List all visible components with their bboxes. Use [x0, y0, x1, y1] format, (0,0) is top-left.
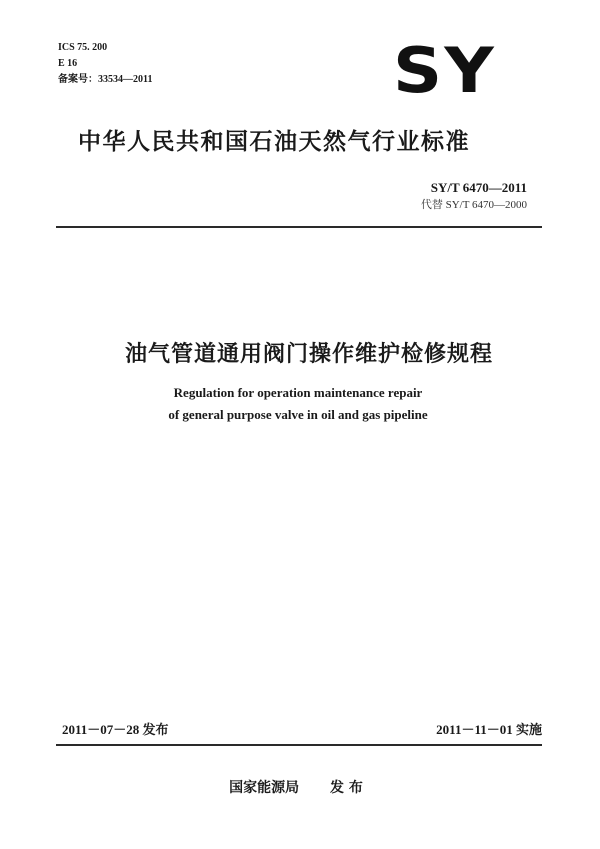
record-number: 备案号：33534—2011: [58, 74, 153, 85]
standard-replaces: 代替 SY/T 6470—2000: [420, 199, 527, 211]
issuer: [0, 779, 600, 797]
effective-date: 2011－11－01 实施: [436, 722, 542, 737]
classification-code: E 16: [58, 58, 78, 69]
issuer-name: 国家能源局: [229, 780, 300, 796]
issue-date: 2011－07－28 发布: [62, 722, 169, 737]
top-divider: [56, 226, 542, 228]
sy-logo: SY: [393, 34, 496, 107]
industry-standard-heading: 中华人民共和国石油天然气行业标准: [78, 129, 470, 155]
document-title-zh: 油气管道通用阀门操作维护检修规程: [124, 342, 493, 367]
english-title-line-1: Regulation for operation maintenance repair: [173, 385, 423, 400]
standard-number: SY/T 6470—2011: [430, 180, 527, 195]
english-title: [0, 382, 600, 426]
document-title: [0, 340, 600, 370]
meta-block: [58, 40, 152, 88]
bottom-divider: [56, 744, 542, 746]
ics-code: ICS 75. 200: [58, 42, 108, 53]
english-title-line-2: of general purpose valve in oil and gas pipeline: [168, 407, 428, 422]
issuer-action: 发 布: [330, 780, 363, 796]
